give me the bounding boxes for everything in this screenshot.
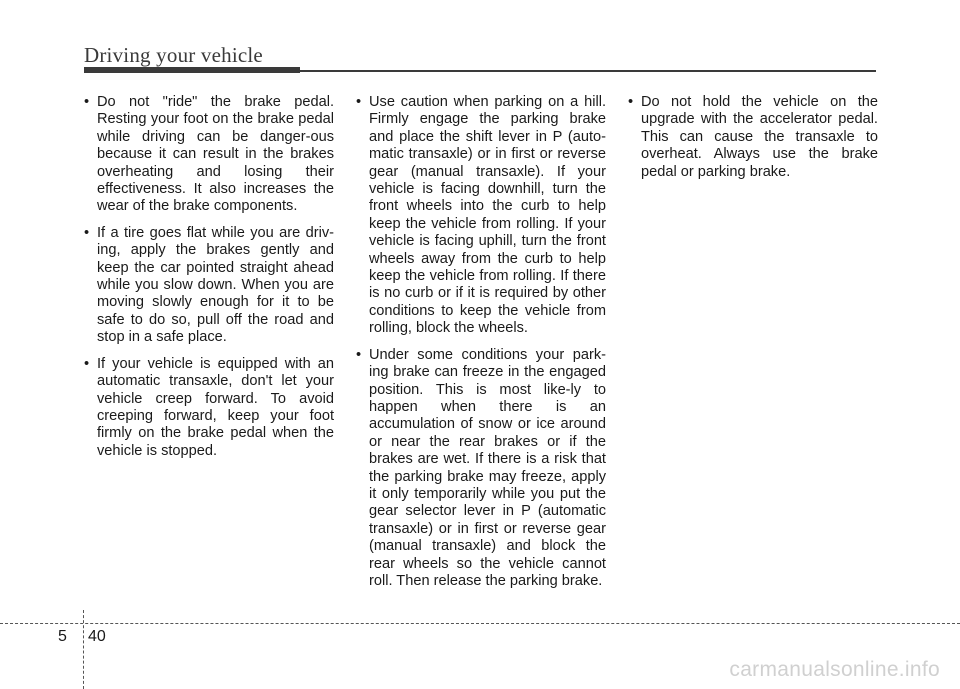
header-rule-thin [300,70,876,72]
bullet-item [80,94,334,216]
footer-divider [0,623,960,624]
bullet-item [80,225,334,347]
text-column-1 [80,94,334,469]
bullet-text: If a tire goes flat while you are driv-ing, apply the brakes gently and keep the car pointed straight ahead while you slow down. When you are moving slowly enough for it to be safe to do so, pull off the road and stop in a safe place. [97,224,334,346]
page-number: 40 [88,628,106,645]
section-title: Driving your vehicle [84,43,263,67]
bullet-text: If your vehicle is equipped with an automatic transaxle, don't let your vehicle creep forward. To avoid creeping forward, keep your foot firmly on the brake pedal when the vehicle is stopped. [97,355,334,459]
bullet-item [80,356,334,460]
text-column-2 [352,94,606,599]
bullet-icon: • [84,224,90,241]
bullet-icon: • [84,355,90,372]
bullet-text: Do not "ride" the brake pedal. Resting your foot on the brake pedal while driving can be danger-ous because it can result in the brakes overheating and losing their effectiveness. It also increases the wear of the brake components. [97,94,334,215]
watermark: carmanualsonline.info [729,658,940,681]
footer-vertical-divider [83,610,84,689]
chapter-number: 5 [58,628,67,645]
bullet-item [624,94,878,181]
bullet-item [352,94,606,338]
bullet-icon: • [628,94,634,110]
bullet-text: Use caution when parking on a hill. Firmly engage the parking brake and place the shift lever in P (auto-matic transaxle) or in first or reverse gear (manual transaxle). If your vehicle is facing downhill, turn the front wheels into the curb to help keep the vehicle from rolling. If your vehicle is facing uphill, turn the front wheels away from the curb to help keep the vehicle from rolling. If there is no curb or if it is required by other conditions to keep the vehicle from rolling, block the wheels. [369,94,606,337]
text-column-3 [624,94,878,190]
bullet-icon: • [84,94,90,110]
bullet-icon: • [356,94,362,110]
header-rule-thick [84,67,300,73]
bullet-text: Under some conditions your park-ing brake can freeze in the engaged position. This is most like-ly to happen when there is an accumulation of snow or ice around or near the rear brakes or if the brakes are wet. If there is a risk that the parking brake may freeze, apply it only temporarily while you put the gear selector lever in P (automatic transaxle) or in first or reverse gear (manual transaxle) and block the rear wheels so the vehicle cannot roll. Then release the parking brake. [369,346,606,589]
bullet-icon: • [356,346,362,363]
bullet-item [352,347,606,591]
bullet-text: Do not hold the vehicle on the upgrade with the accelerator pedal. This can cause the transaxle to overheat. Always use the brake pedal or parking brake. [641,94,878,180]
